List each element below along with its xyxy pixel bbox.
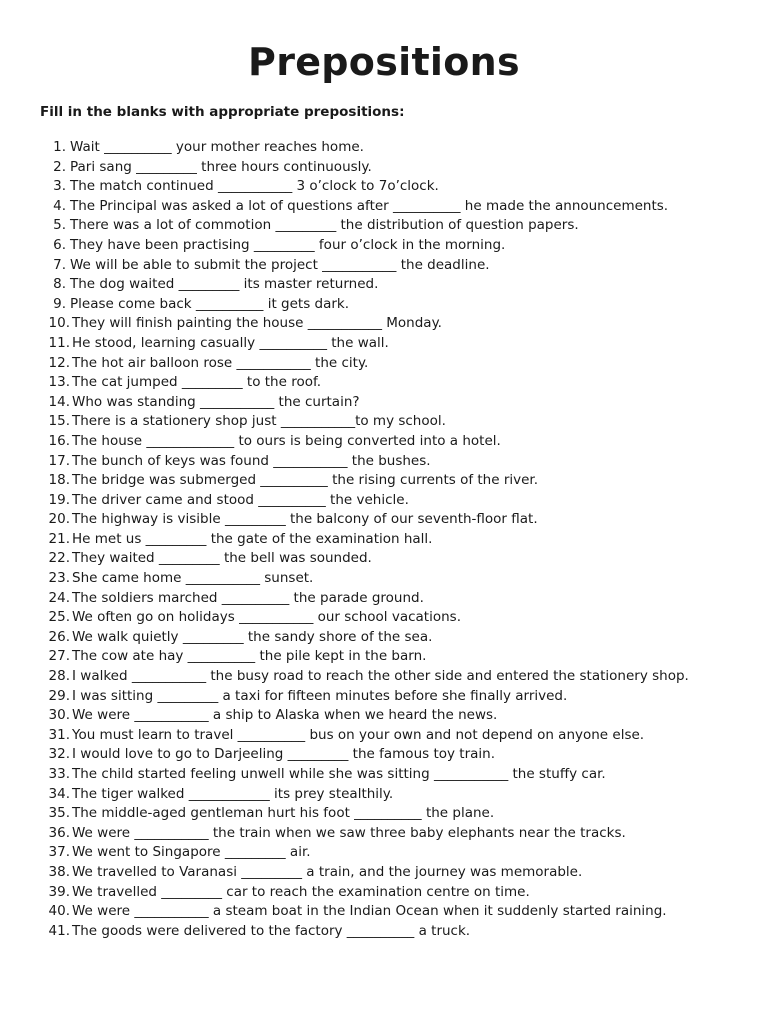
question-item <box>0 902 768 922</box>
question-number: 7. <box>53 256 66 273</box>
question-item <box>0 236 768 256</box>
question-number: 21. <box>48 530 70 547</box>
question-text: The house _____________ to ours is being converted into a hotel. <box>72 432 501 449</box>
question-item <box>0 804 768 824</box>
question-text: We were ___________ a ship to Alaska when we heard the news. <box>72 707 498 724</box>
question-number: 24. <box>48 589 70 606</box>
question-item <box>0 785 768 805</box>
question-item <box>0 216 768 236</box>
question-number: 37. <box>48 844 70 861</box>
question-text: The cow ate hay __________ the pile kept in the barn. <box>72 648 427 665</box>
question-number: 33. <box>48 766 70 782</box>
question-item <box>0 843 768 863</box>
question-number: 41. <box>48 922 70 939</box>
question-number: 22. <box>48 550 70 567</box>
question-number: 3. <box>53 178 66 195</box>
question-text: They have been practising _________ four o’clock in the morning. <box>70 236 506 253</box>
question-number: 13. <box>48 374 70 391</box>
question-number: 9. <box>53 295 66 312</box>
question-number: 11. <box>48 334 70 351</box>
question-item <box>0 706 768 726</box>
question-item <box>0 510 768 530</box>
question-number: 26. <box>48 628 70 645</box>
question-text: We were ___________ a steam boat in the Indian Ocean when it suddenly started raining. <box>72 903 667 920</box>
question-text: We will be able to submit the project ___________ the deadline. <box>70 256 490 273</box>
question-text: Who was standing ___________ the curtain? <box>72 393 360 410</box>
question-item <box>0 491 768 511</box>
question-number: 10. <box>48 315 70 332</box>
question-number: 34. <box>48 785 70 802</box>
question-text: The Principal was asked a lot of questions after __________ he made the announcements. <box>70 197 669 214</box>
question-text: We often go on holidays ___________ our school vacations. <box>72 609 461 626</box>
question-number: 27. <box>48 648 70 665</box>
question-item <box>0 412 768 432</box>
question-item <box>0 549 768 569</box>
question-text: There is a stationery shop just ___________to my school. <box>72 413 446 430</box>
question-item <box>0 197 768 217</box>
question-number: 1. <box>53 139 66 155</box>
question-text: The child started feeling unwell while she was sitting ___________ the stuffy car. <box>72 766 606 782</box>
question-number: 23. <box>48 570 70 587</box>
question-item <box>0 687 768 707</box>
question-number: 40. <box>48 903 70 920</box>
question-item <box>0 745 768 765</box>
question-number: 4. <box>53 197 66 214</box>
question-number: 39. <box>48 883 70 900</box>
question-text: The tiger walked ____________ its prey stealthily. <box>72 785 394 802</box>
question-item <box>0 667 768 687</box>
question-item <box>0 471 768 491</box>
question-text: She came home ___________ sunset. <box>72 570 314 587</box>
question-number: 12. <box>48 354 70 371</box>
question-text: We travelled to Varanasi _________ a train, and the journey was memorable. <box>72 863 583 880</box>
question-text: Wait __________ your mother reaches home. <box>70 139 364 155</box>
question-item <box>0 922 768 942</box>
question-text: You must learn to travel __________ bus on your own and not depend on anyone else. <box>72 726 645 743</box>
question-item <box>0 883 768 903</box>
question-text: They waited _________ the bell was sounded. <box>72 550 372 567</box>
question-number: 14. <box>48 393 70 410</box>
question-number: 28. <box>48 668 70 685</box>
question-number: 8. <box>53 276 66 293</box>
question-text: He met us _________ the gate of the examination hall. <box>72 530 433 547</box>
question-text: We walk quietly _________ the sandy shore of the sea. <box>72 628 433 645</box>
question-text: We travelled _________ car to reach the examination centre on time. <box>72 883 530 900</box>
question-text: I walked ___________ the busy road to reach the other side and entered the stationery shop. <box>72 668 689 685</box>
question-list <box>0 138 768 941</box>
question-item <box>0 334 768 354</box>
question-number: 5. <box>53 217 66 234</box>
question-number: 25. <box>48 609 70 626</box>
question-item <box>0 314 768 334</box>
question-item <box>0 824 768 844</box>
question-number: 18. <box>48 472 70 489</box>
question-text: The hot air balloon rose ___________ the city. <box>72 354 369 371</box>
instructions: Fill in the blanks with appropriate prepositions: <box>40 104 405 120</box>
question-text: The goods were delivered to the factory __________ a truck. <box>72 922 471 939</box>
question-text: He stood, learning casually __________ the wall. <box>72 334 389 351</box>
question-item <box>0 354 768 374</box>
question-number: 29. <box>48 687 70 704</box>
question-text: The bridge was submerged __________ the rising currents of the river. <box>72 472 539 489</box>
question-item <box>0 530 768 550</box>
question-number: 2. <box>53 158 66 175</box>
question-text: We went to Singapore _________ air. <box>72 844 311 861</box>
page-title: Prepositions <box>248 40 520 84</box>
question-number: 6. <box>53 236 66 253</box>
question-item <box>0 765 768 785</box>
question-text: The highway is visible _________ the balcony of our seventh-floor flat. <box>72 511 538 528</box>
question-item <box>0 589 768 609</box>
question-number: 32. <box>48 746 70 763</box>
question-text: The middle-aged gentleman hurt his foot __________ the plane. <box>72 805 495 822</box>
question-item <box>0 138 768 158</box>
question-number: 15. <box>48 413 70 430</box>
question-item <box>0 432 768 452</box>
question-item <box>0 569 768 589</box>
question-number: 16. <box>48 432 70 449</box>
question-text: The soldiers marched __________ the parade ground. <box>72 589 424 606</box>
question-item <box>0 647 768 667</box>
question-text: Please come back __________ it gets dark. <box>70 295 350 312</box>
question-item <box>0 863 768 883</box>
question-number: 38. <box>48 863 70 880</box>
question-item <box>0 452 768 472</box>
question-item <box>0 393 768 413</box>
question-item <box>0 373 768 393</box>
question-number: 31. <box>48 726 70 743</box>
question-number: 35. <box>48 805 70 822</box>
question-number: 30. <box>48 707 70 724</box>
question-item <box>0 275 768 295</box>
question-item <box>0 295 768 315</box>
question-text: The match continued ___________ 3 o’clock to 7o’clock. <box>70 178 439 195</box>
question-text: I was sitting _________ a taxi for fifteen minutes before she finally arrived. <box>72 687 568 704</box>
question-text: The dog waited _________ its master returned. <box>70 276 379 293</box>
question-number: 19. <box>48 491 70 508</box>
question-item <box>0 158 768 178</box>
question-item <box>0 628 768 648</box>
question-item <box>0 608 768 628</box>
question-number: 17. <box>48 452 70 469</box>
question-text: They will finish painting the house ___________ Monday. <box>72 315 442 332</box>
question-item <box>0 177 768 197</box>
question-text: I would love to go to Darjeeling _________ the famous toy train. <box>72 746 495 763</box>
question-number: 20. <box>48 511 70 528</box>
question-item <box>0 256 768 276</box>
question-text: Pari sang _________ three hours continuously. <box>70 158 372 175</box>
question-text: The cat jumped _________ to the roof. <box>72 374 322 391</box>
question-text: We were ___________ the train when we saw three baby elephants near the tracks. <box>72 824 626 841</box>
question-text: There was a lot of commotion _________ the distribution of question papers. <box>70 217 579 234</box>
question-text: The driver came and stood __________ the vehicle. <box>72 491 409 508</box>
question-item <box>0 726 768 746</box>
question-number: 36. <box>48 824 70 841</box>
question-text: The bunch of keys was found ___________ the bushes. <box>72 452 431 469</box>
